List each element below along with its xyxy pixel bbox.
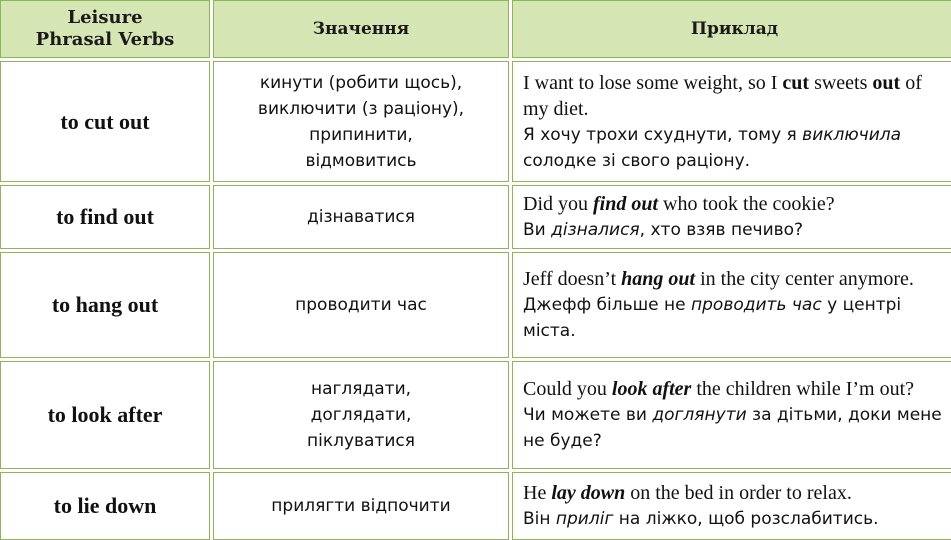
header-example [512, 0, 951, 58]
example-ukrainian: Джефф більше не проводить час у центрі міста. [523, 295, 902, 341]
meaning-line: піклуватися [307, 431, 415, 451]
example-english: Could you look after the children while I’m out? [523, 378, 915, 400]
example-cell [512, 185, 951, 249]
example-english: I want to lose some weight, so I cut sweets out of my diet. [523, 71, 922, 120]
verb-cell [0, 252, 210, 358]
header-col2: Значення [312, 19, 410, 39]
meaning-line: наглядати, [310, 379, 412, 399]
meaning-line: припинити, [309, 124, 413, 145]
meaning-line: прилягти відпочити [271, 496, 451, 516]
verb-cell [0, 61, 210, 182]
meaning-line: доглядати, [310, 405, 412, 425]
header-col1-line1: Leisure [67, 7, 143, 28]
example-ukrainian: Ви дізналися, хто взяв печиво? [523, 220, 804, 240]
meaning-cell [213, 185, 509, 249]
example-cell [512, 472, 951, 540]
header-meaning [213, 0, 509, 58]
verb-cell [0, 361, 210, 469]
example-english: Jeff doesn’t hang out in the city center anymore. [523, 268, 914, 290]
header-col1-line2: Phrasal Verbs [35, 29, 175, 50]
verb-text: to look after [47, 402, 163, 427]
meaning-cell [213, 252, 509, 358]
meaning-line: дізнаватися [306, 207, 415, 227]
example-cell [512, 61, 951, 182]
verb-cell [0, 472, 210, 540]
header-col3: Приклад [690, 19, 779, 39]
meaning-line: кинути (робити щось), [259, 72, 463, 93]
example-english: He lay down on the bed in order to relax. [523, 482, 852, 504]
meaning-cell [213, 61, 509, 182]
meaning-cell [213, 472, 509, 540]
meaning-line: виключити (з раціону), [257, 98, 465, 119]
meaning-line: відмовитись [305, 150, 417, 171]
verb-text: to cut out [60, 108, 150, 134]
example-english: Did you find out who took the cookie? [523, 193, 835, 215]
header-leisure-phrasal-verbs [0, 0, 210, 58]
example-cell [512, 252, 951, 358]
meaning-line: проводити час [295, 295, 427, 315]
verb-cell [0, 185, 210, 249]
example-ukrainian: Я хочу трохи схуднути, тому я виключила солодке зі свого раціону. [523, 124, 902, 171]
example-ukrainian: Він приліг на ліжко, щоб розслабитись. [523, 509, 879, 529]
verb-text: to lie down [53, 493, 157, 518]
verb-text: to hang out [51, 292, 159, 317]
meaning-cell [213, 361, 509, 469]
verb-text: to find out [56, 204, 154, 229]
example-ukrainian: Чи можете ви доглянути за дітьми, доки мене не буде? [523, 405, 942, 451]
example-cell [512, 361, 951, 469]
